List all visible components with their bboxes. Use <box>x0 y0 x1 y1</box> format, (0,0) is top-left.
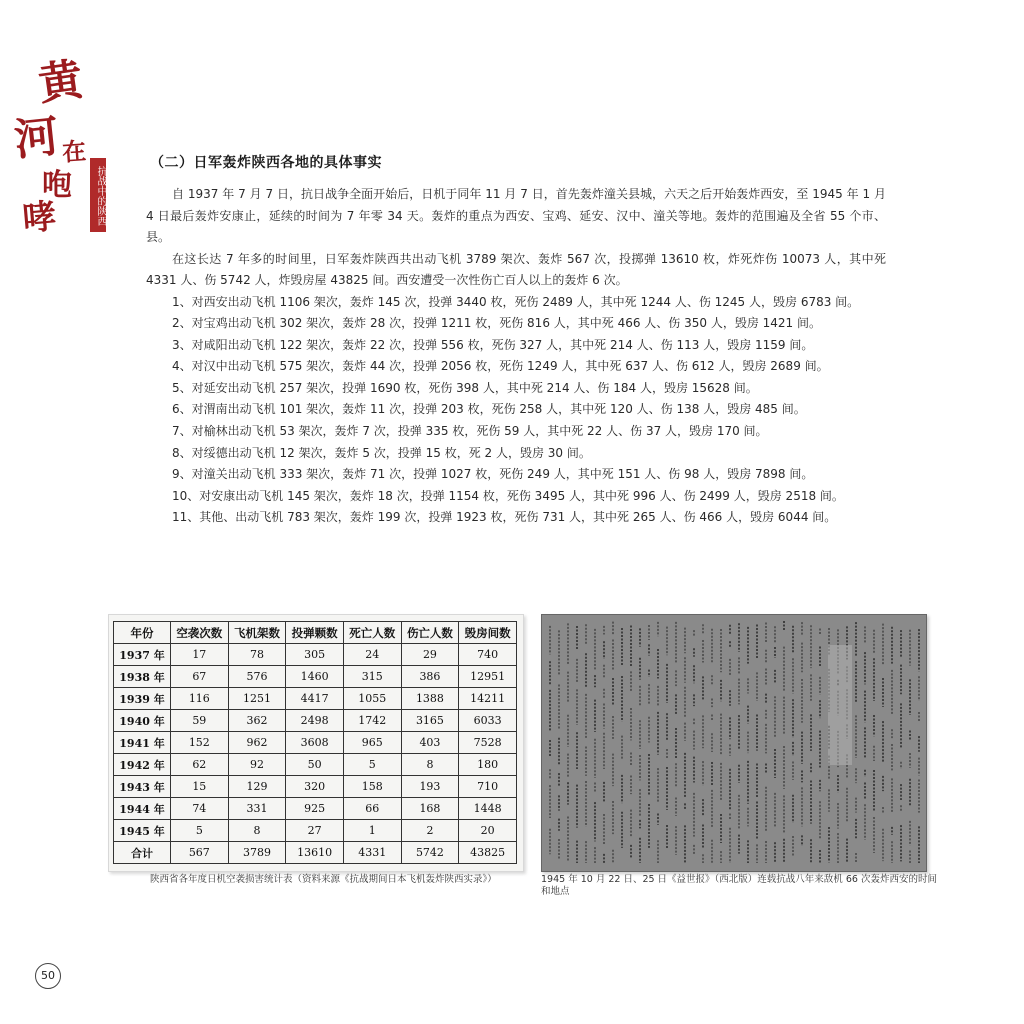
table-cell: 320 <box>286 776 344 798</box>
table-cell: 50 <box>286 754 344 776</box>
table-cell: 3165 <box>401 710 459 732</box>
table-cell: 710 <box>459 776 517 798</box>
table-cell: 925 <box>286 798 344 820</box>
table-cell: 5742 <box>401 842 459 864</box>
table-cell: 403 <box>401 732 459 754</box>
list-item: 9、对潼关出动飞机 333 架次，轰炸 71 次，投弹 1027 枚，死伤 249 人，其中死 151 人、伤 98 人，毁房 7898 间。 <box>172 467 814 482</box>
table-cell: 193 <box>401 776 459 798</box>
table-cell: 92 <box>228 754 286 776</box>
table-cell: 740 <box>459 644 517 666</box>
table-cell: 62 <box>170 754 228 776</box>
article <box>146 152 886 529</box>
table-cell: 67 <box>170 666 228 688</box>
table-cell: 576 <box>228 666 286 688</box>
table-cell: 12951 <box>459 666 517 688</box>
list-item: 7、对榆林出动飞机 53 架次，轰炸 7 次，投弹 335 枚，死伤 59 人，其中死 22 人、伤 37 人，毁房 170 间。 <box>172 424 768 439</box>
table-cell: 129 <box>228 776 286 798</box>
column-header: 死亡人数 <box>343 622 401 644</box>
year-cell: 1940 年 <box>114 710 171 732</box>
year-cell: 1945 年 <box>114 820 171 842</box>
list-item: 4、对汉中出动飞机 575 架次，轰炸 44 次，投弹 2056 枚，死伤 1249 人，其中死 637 人、伤 612 人，毁房 2689 间。 <box>172 359 829 374</box>
table-cell: 315 <box>343 666 401 688</box>
table-cell: 331 <box>228 798 286 820</box>
table-cell: 4417 <box>286 688 344 710</box>
table-cell: 4331 <box>343 842 401 864</box>
table-cell: 962 <box>228 732 286 754</box>
table-cell: 43825 <box>459 842 517 864</box>
paragraph: 自 1937 年 7 月 7 日，抗日战争全面开始后，日机于同年 11 月 7 日，首先轰炸潼关县城，六天之后开始轰炸西安，至 1945 年 1 月 4 日最后轰炸安康止，延续的时间为 7 年零 34 天。轰炸的重点为西安、宝鸡、延安、汉中、潼关等地。轰炸的范围遍及全省 55 个市、县。 <box>146 187 886 244</box>
table-row <box>114 666 517 688</box>
table-cell: 965 <box>343 732 401 754</box>
table-cell: 1 <box>343 820 401 842</box>
year-cell: 1939 年 <box>114 688 171 710</box>
list-item: 5、对延安出动飞机 257 架次，投弹 1690 枚，死伤 398 人，其中死 214 人、伤 184 人，毁房 15628 间。 <box>172 380 758 395</box>
table-cell: 1055 <box>343 688 401 710</box>
year-cell: 1938 年 <box>114 666 171 688</box>
table-cell: 305 <box>286 644 344 666</box>
table-cell: 59 <box>170 710 228 732</box>
newspaper-photo <box>541 614 927 872</box>
paragraph: 在这长达 7 年多的时间里，日军轰炸陕西共出动飞机 3789 架次、轰炸 567 次，投掷弹 13610 枚，炸死炸伤 10073 人，其中死 4331 人、伤 5742 人，炸毁房屋 43825 间。西安遭受一次性伤亡百人以上的轰炸 6 次。 <box>146 251 886 287</box>
table-cell: 2498 <box>286 710 344 732</box>
air-raid-statistics-table-image <box>108 614 524 872</box>
table-cell: 152 <box>170 732 228 754</box>
page-number: 50 <box>35 963 61 989</box>
list-item: 3、对咸阳出动飞机 122 架次，轰炸 22 次，投弹 556 枚，死伤 327 人，其中死 214 人、伤 113 人，毁房 1159 间。 <box>172 337 814 352</box>
table-cell: 24 <box>343 644 401 666</box>
column-header: 伤亡人数 <box>401 622 459 644</box>
table-cell: 8 <box>401 754 459 776</box>
table-cell: 6033 <box>459 710 517 732</box>
table-cell: 1460 <box>286 666 344 688</box>
table-row <box>114 820 517 842</box>
table-cell: 74 <box>170 798 228 820</box>
table-cell: 5 <box>170 820 228 842</box>
section-heading: （二）日军轰炸陕西各地的具体事实 <box>150 155 382 171</box>
table-caption: 陕西省各年度日机空袭损害统计表（资料来源《抗战期间日本飞机轰炸陕西实录》） <box>150 874 497 885</box>
table-row <box>114 710 517 732</box>
table-cell: 116 <box>170 688 228 710</box>
table-cell: 2 <box>401 820 459 842</box>
table-row <box>114 732 517 754</box>
table-cell: 5 <box>343 754 401 776</box>
table-cell: 7528 <box>459 732 517 754</box>
list-item: 11、其他、出动飞机 783 架次，轰炸 199 次，投弹 1923 枚，死伤 731 人，其中死 265 人、伤 466 人，毁房 6044 间。 <box>172 510 837 525</box>
table-cell: 567 <box>170 842 228 864</box>
list-item: 8、对绥德出动飞机 12 架次，轰炸 5 次，投弹 15 枚，死 2 人，毁房 30 间。 <box>172 445 591 460</box>
column-header: 投弹颗数 <box>286 622 344 644</box>
table-cell: 20 <box>459 820 517 842</box>
table-cell: 66 <box>343 798 401 820</box>
city-bombing-list <box>146 292 886 530</box>
list-item: 1、对西安出动飞机 1106 架次，轰炸 145 次，投弹 3440 枚，死伤 2489 人，其中死 1244 人、伤 1245 人，毁房 6783 间。 <box>172 294 860 309</box>
column-header: 毁房间数 <box>459 622 517 644</box>
logo-subtitle-stamp: 抗战中的陕西 <box>90 158 106 232</box>
year-cell: 1941 年 <box>114 732 171 754</box>
column-header: 年份 <box>114 622 171 644</box>
newspaper-caption: 1945 年 10 月 22 日、25 日《益世报》（西北版）连载抗战八年来敌机 66 次轰炸西安的时间和地点 <box>541 874 937 897</box>
logo-char: 在 <box>61 136 88 167</box>
column-header: 空袭次数 <box>170 622 228 644</box>
table-cell: 362 <box>228 710 286 732</box>
book-series-logo <box>8 40 118 240</box>
table-cell: 78 <box>228 644 286 666</box>
year-cell: 1942 年 <box>114 754 171 776</box>
year-cell: 1937 年 <box>114 644 171 666</box>
table-cell: 386 <box>401 666 459 688</box>
table-cell: 1388 <box>401 688 459 710</box>
year-cell: 1943 年 <box>114 776 171 798</box>
table-cell: 3789 <box>228 842 286 864</box>
table-cell: 8 <box>228 820 286 842</box>
table-cell: 158 <box>343 776 401 798</box>
logo-char: 咆 <box>42 168 72 203</box>
table-cell: 180 <box>459 754 517 776</box>
table-cell: 14211 <box>459 688 517 710</box>
logo-char: 黄 <box>35 54 86 111</box>
table-row <box>114 754 517 776</box>
table-cell: 13610 <box>286 842 344 864</box>
year-cell: 1944 年 <box>114 798 171 820</box>
table-header-row <box>114 622 517 644</box>
table-cell: 3608 <box>286 732 344 754</box>
table-row <box>114 688 517 710</box>
table-row <box>114 644 517 666</box>
air-raid-statistics-table <box>113 621 517 864</box>
table-cell: 15 <box>170 776 228 798</box>
table-cell: 1448 <box>459 798 517 820</box>
table-row <box>114 798 517 820</box>
newspaper-texture <box>542 615 926 871</box>
list-item: 6、对渭南出动飞机 101 架次，轰炸 11 次，投弹 203 枚，死伤 258 人，其中死 120 人、伤 138 人，毁房 485 间。 <box>172 402 806 417</box>
logo-char: 哮 <box>20 196 58 240</box>
year-cell: 合计 <box>114 842 171 864</box>
table-cell: 1251 <box>228 688 286 710</box>
table-cell: 17 <box>170 644 228 666</box>
table-cell: 29 <box>401 644 459 666</box>
table-row <box>114 842 517 864</box>
table-cell: 27 <box>286 820 344 842</box>
table-cell: 1742 <box>343 710 401 732</box>
table-row <box>114 776 517 798</box>
column-header: 飞机架数 <box>228 622 286 644</box>
table-cell: 168 <box>401 798 459 820</box>
list-item: 10、对安康出动飞机 145 架次，轰炸 18 次，投弹 1154 枚，死伤 3495 人，其中死 996 人、伤 2499 人，毁房 2518 间。 <box>172 488 844 503</box>
logo-char: 河 <box>11 110 62 167</box>
list-item: 2、对宝鸡出动飞机 302 架次，轰炸 28 次，投弹 1211 枚，死伤 816 人，其中死 466 人、伤 350 人，毁房 1421 间。 <box>172 316 822 331</box>
